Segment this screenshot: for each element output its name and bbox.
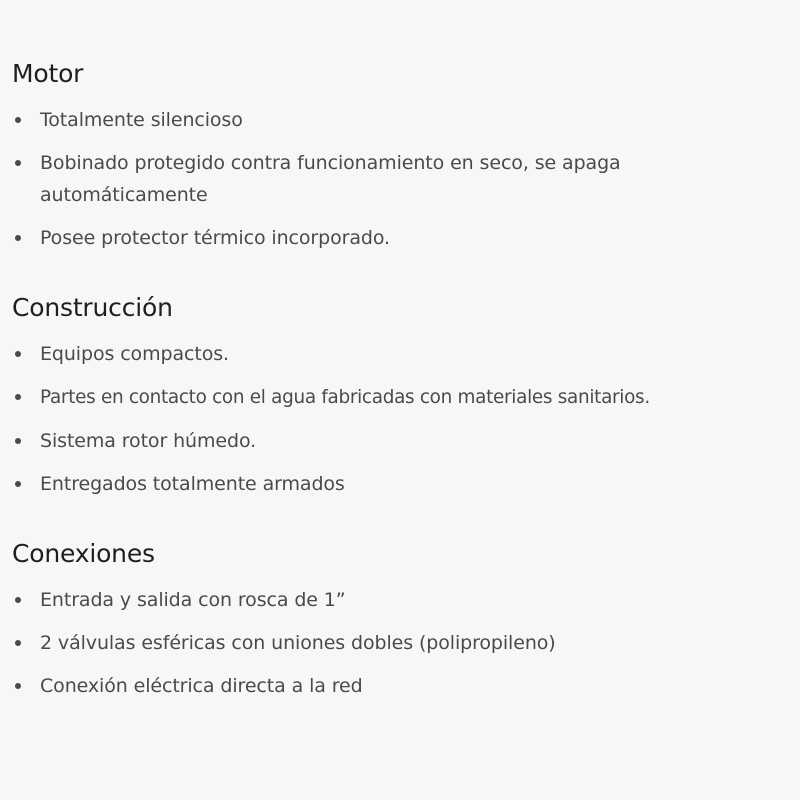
list-item-text: Equipos compactos. (40, 343, 229, 365)
section-construccion (12, 292, 790, 500)
list-item (12, 104, 790, 136)
bullet-icon (15, 438, 21, 444)
bullet-icon (15, 235, 21, 241)
list-item (12, 381, 790, 414)
list-item-text: Entrada y salida con rosca de 1” (40, 589, 346, 611)
list-item (12, 147, 790, 211)
bullet-icon (15, 160, 21, 166)
list-item (12, 627, 790, 659)
list-item (12, 338, 790, 370)
bullet-icon (15, 394, 21, 400)
list-item (12, 584, 790, 616)
feature-list-motor (12, 104, 790, 254)
section-conexiones (12, 538, 790, 702)
list-item (12, 468, 790, 500)
bullet-icon (15, 351, 21, 357)
bullet-icon (15, 117, 21, 123)
bullet-icon (15, 481, 21, 487)
bullet-icon (15, 597, 21, 603)
list-item (12, 222, 790, 254)
bullet-icon (15, 683, 21, 689)
feature-list-conexiones (12, 584, 790, 702)
list-item-text: Posee protector térmico incorporado. (40, 227, 390, 249)
list-item-text: 2 válvulas esféricas con uniones dobles (polipropileno) (40, 632, 556, 654)
list-item (12, 425, 790, 457)
list-item-text: Conexión eléctrica directa a la red (40, 675, 363, 697)
list-item-text: Sistema rotor húmedo. (40, 430, 257, 452)
list-item-text: Partes en contacto con el agua fabricadas con materiales sanitarios. (40, 387, 650, 408)
section-title-motor: Motor (12, 59, 84, 88)
section-motor (12, 58, 790, 254)
bullet-icon (15, 640, 21, 646)
section-title-construccion: Construcción (12, 293, 173, 322)
list-item (12, 670, 790, 702)
list-item-text: Totalmente silencioso (40, 109, 243, 131)
feature-list-construccion (12, 338, 790, 500)
list-item-text: Bobinado protegido contra funcionamiento en seco, se apaga automáticamente (40, 152, 621, 206)
list-item-text: Entregados totalmente armados (40, 473, 345, 495)
section-title-conexiones: Conexiones (12, 539, 155, 568)
